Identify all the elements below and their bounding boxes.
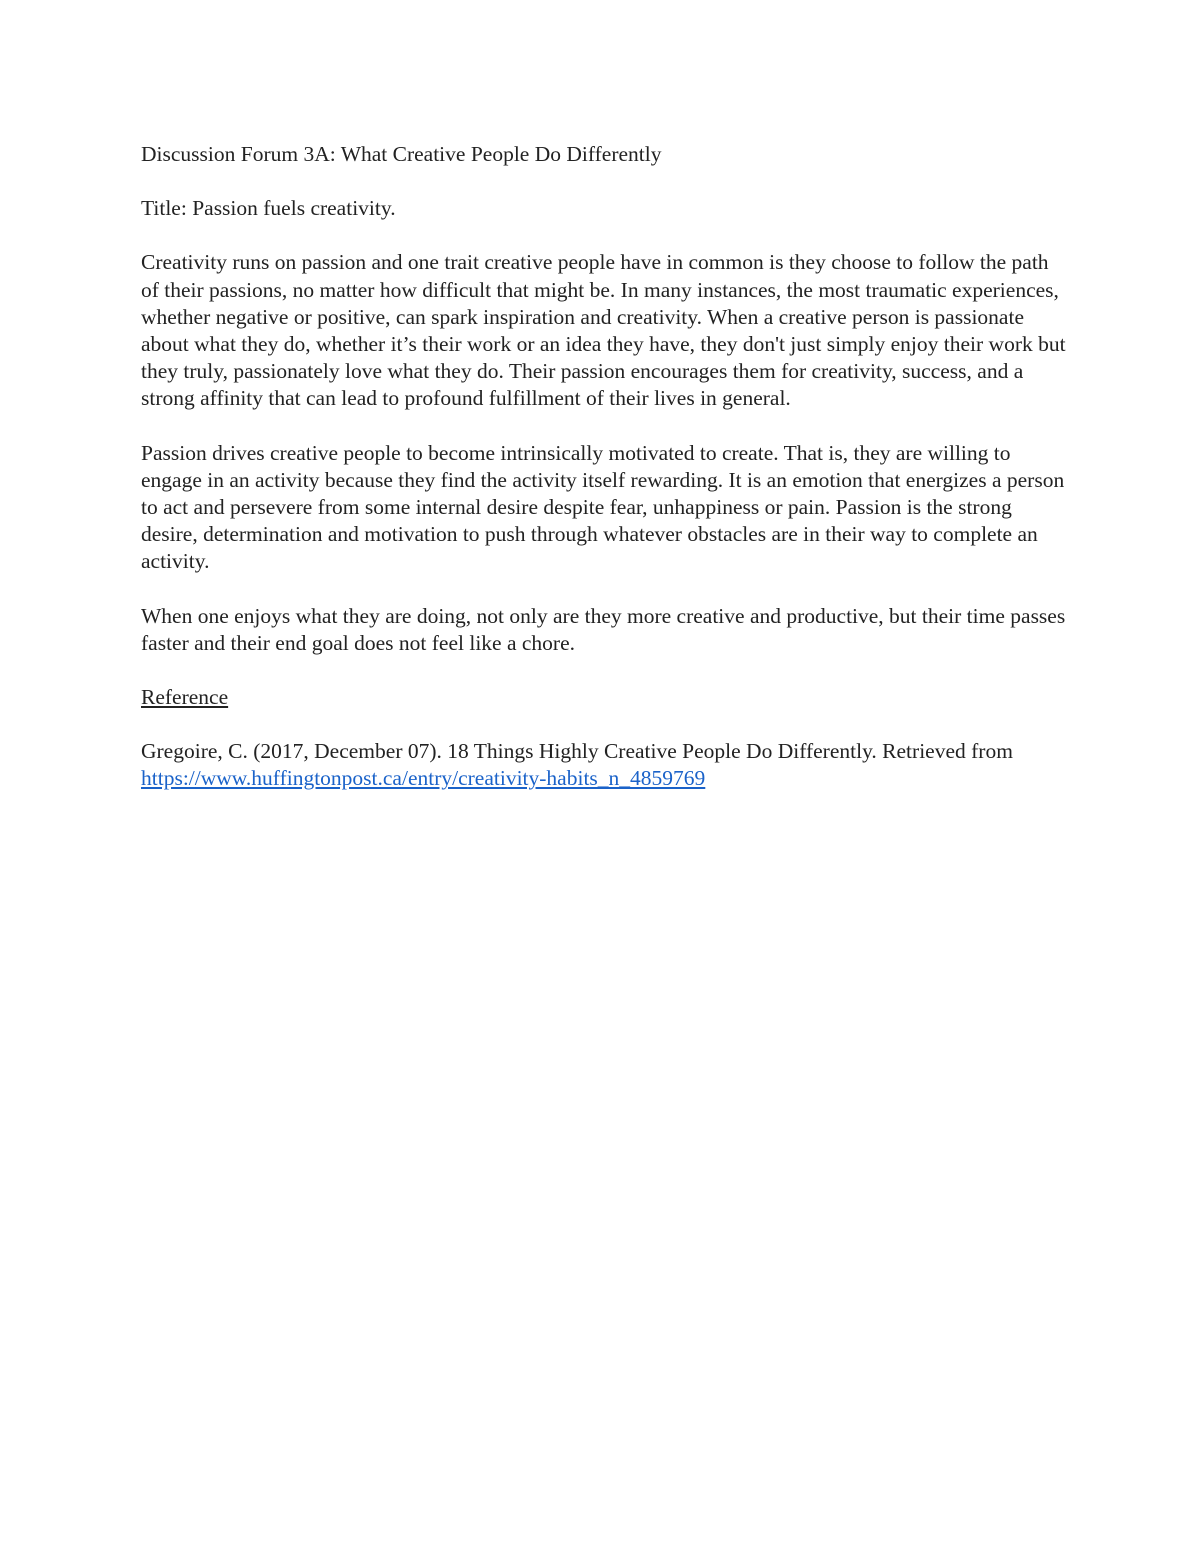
forum-title: Discussion Forum 3A: What Creative People Do Differently <box>141 142 662 166</box>
reference-heading <box>141 684 1071 711</box>
document-body <box>141 141 1071 820</box>
paragraph-1: Creativity runs on passion and one trait creative people have in common is they choose to follow the path of their passions, no matter how difficult that might be. In many instances, the most traumatic experiences, whether negative or positive, can spark inspiration and creativity. When a creative person is passionate about what they do, whether it’s their work or an idea they have, they don't just simply enjoy their work but they truly, passionately love what they do. Their passion encourages them for creativity, success, and a strong affinity that can lead to profound fulfillment of their lives in general. <box>141 250 1066 411</box>
paragraph-3: When one enjoys what they are doing, not only are they more creative and productive, but their time passes faster and their end goal does not feel like a chore. <box>141 603 1066 655</box>
post-title: Title: Passion fuels creativity. <box>141 196 396 221</box>
paragraph-2: Passion drives creative people to become intrinsically motivated to create. That is, they are willing to engage in an activity because they find the activity itself rewarding. It is an emotion that energizes a person to act and persevere from some internal desire despite fear, unhappiness or pain. Passion is the strong desire, determination and motivation to push through whatever obstacles are in their way to complete an activity. <box>141 440 1065 574</box>
reference-link[interactable]: https://www.huffingtonpost.ca/entry/creativity-habits_n_4859769 <box>141 766 706 791</box>
reference-heading-text: Reference <box>141 685 229 710</box>
reference-entry <box>141 738 1071 792</box>
reference-citation-text: Gregoire, C. (2017, December 07). 18 Things Highly Creative People Do Differently. Retrieved from <box>141 739 1013 764</box>
